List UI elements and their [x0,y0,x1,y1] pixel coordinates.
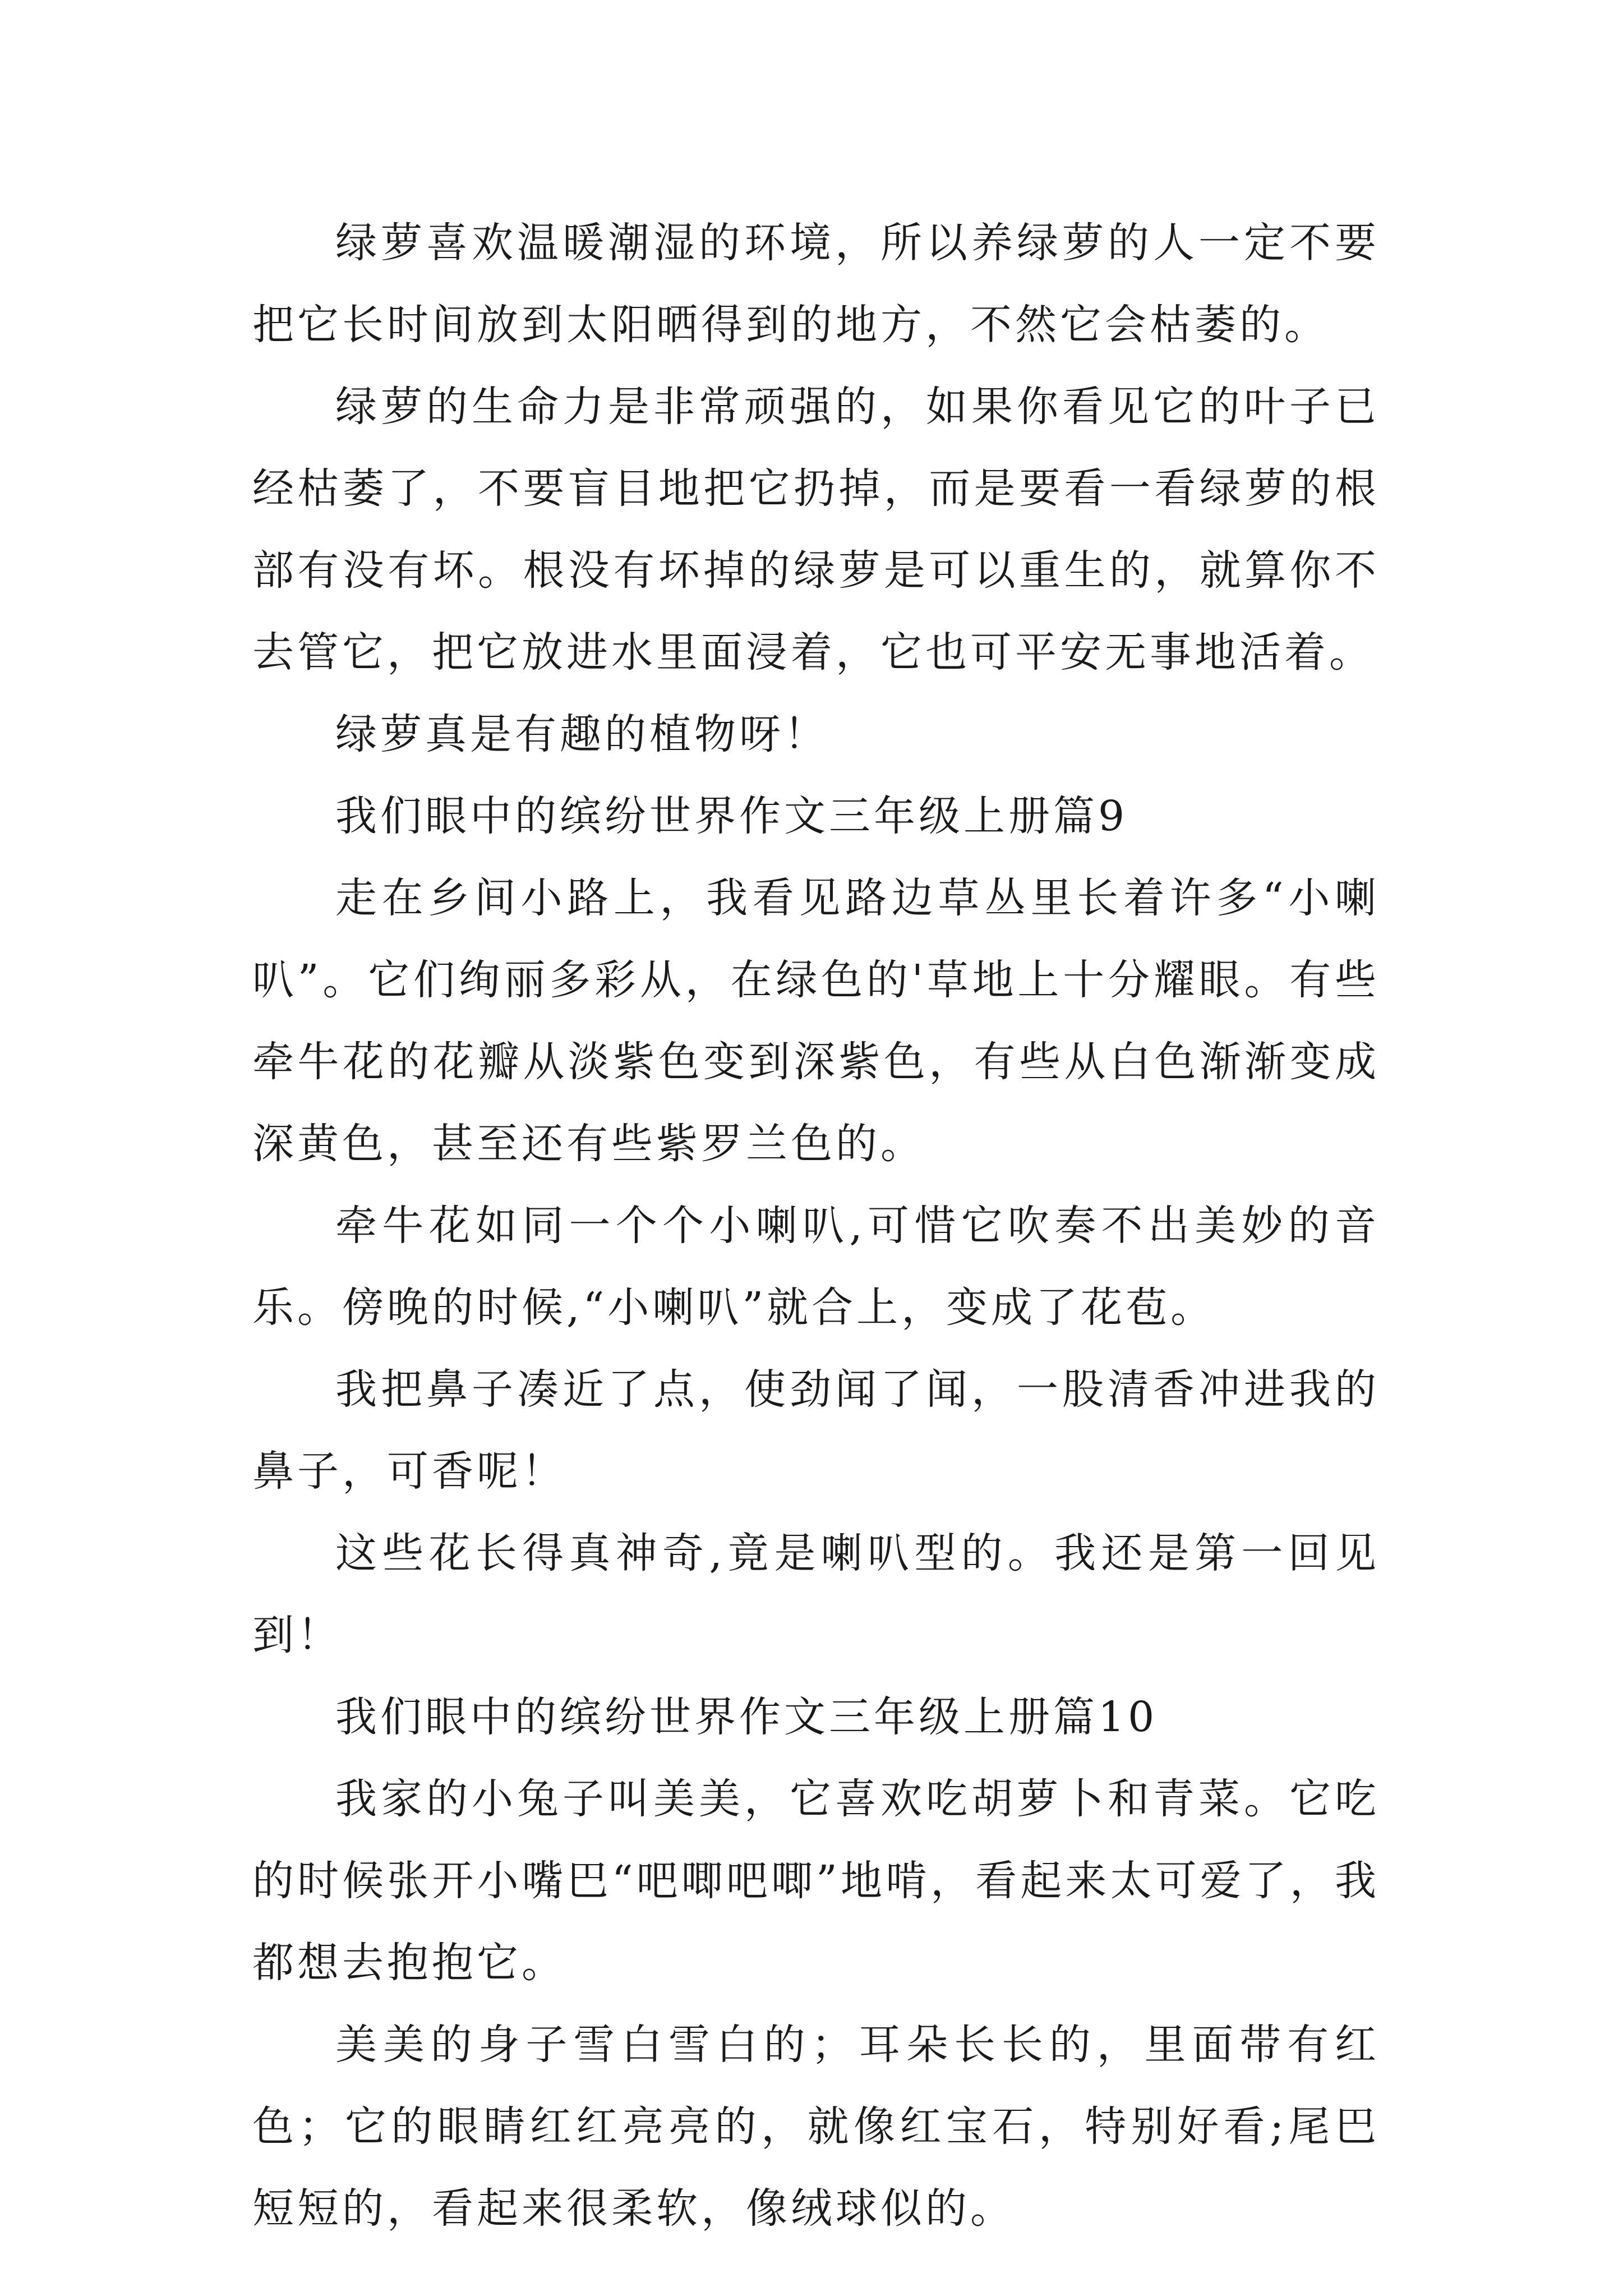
paragraph: 这些花长得真神奇,竟是喇叭型的。我还是第一回见到！ [252,1529,1380,1659]
paragraph: 我家的小兔子叫美美，它喜欢吃胡萝卜和青菜。它吃的时候张开小嘴巴“吧唧吧唧”地啃，看起来太可爱了，我都想去抱抱它。 [252,1775,1380,1987]
paragraph: 绿萝的生命力是非常顽强的，如果你看见它的叶子已经枯萎了，不要盲目地把它扔掉，而是要看一看绿萝的根部有没有坏。根没有坏掉的绿萝是可以重生的，就算你不去管它，把它放进水里面浸着，它也可平安无事地活着。 [252,383,1380,677]
paragraph: 走在乡间小路上，我看见路边草丛里长着许多“小喇叭”。它们绚丽多彩从，在绿色的'草地上十分耀眼。有些牵牛花的花瓣从淡紫色变到深紫色，有些从白色渐渐变成深黄色，甚至还有些紫罗兰色的。 [252,874,1380,1168]
paragraph: 美美的身子雪白雪白的；耳朵长长的，里面带有红色；它的眼睛红红亮亮的，就像红宝石，特别好看;尾巴短短的，看起来很柔软，像绒球似的。 [252,2021,1380,2233]
paragraph: 牵牛花如同一个个小喇叭,可惜它吹奏不出美妙的音乐。傍晚的时候,“小喇叭”就合上，变成了花苞。 [252,1202,1380,1332]
paragraph: 绿萝真是有趣的植物呀！ [335,710,829,758]
section-heading: 我们眼中的缤纷世界作文三年级上册篇9 [335,792,1128,840]
paragraph: 我把鼻子凑近了点，使劲闻了闻，一股清香冲进我的鼻子，可香呢！ [252,1365,1380,1496]
document-body [252,202,1380,2249]
section-heading: 我们眼中的缤纷世界作文三年级上册篇10 [335,1693,1158,1741]
paragraph: 绿萝喜欢温暖潮湿的环境，所以养绿萝的人一定不要把它长时间放到太阳晒得到的地方，不然它会枯萎的。 [252,219,1380,349]
